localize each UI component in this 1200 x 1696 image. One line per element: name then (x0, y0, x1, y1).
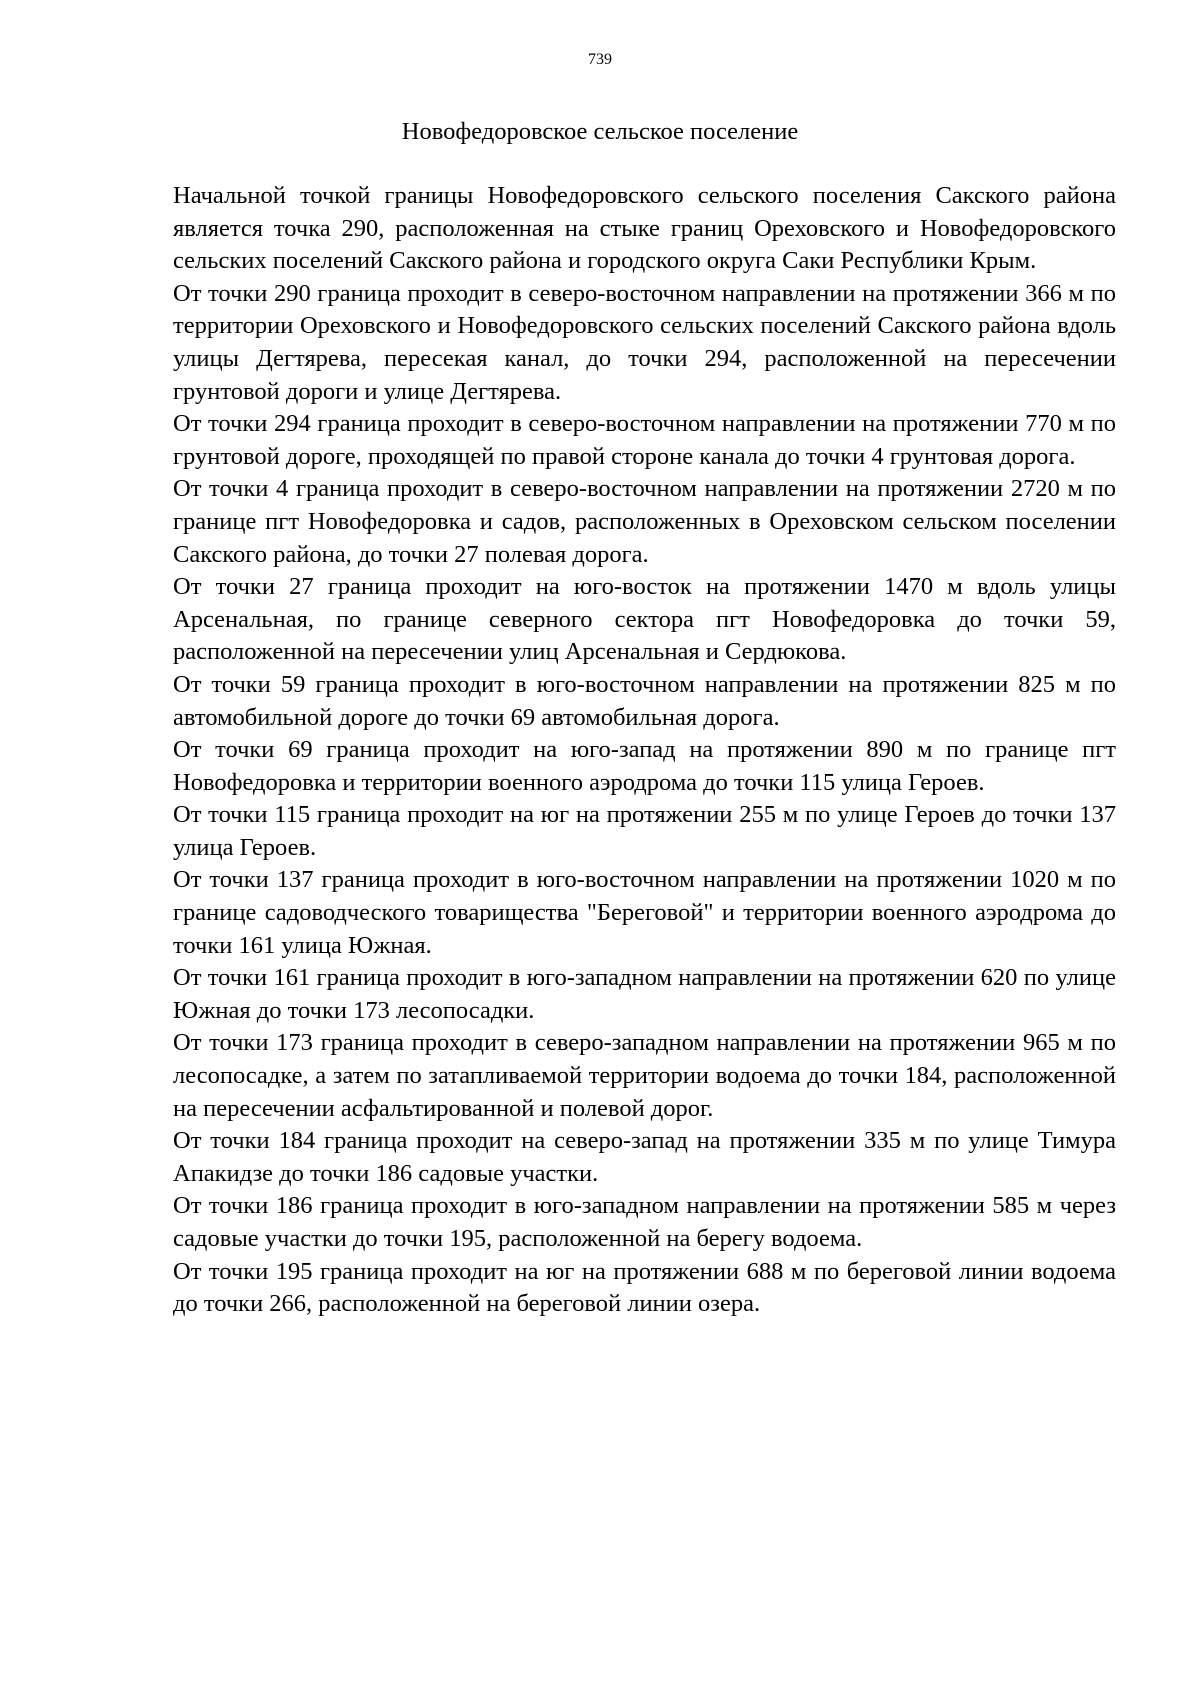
paragraph: От точки 173 граница проходит в северо-западном направлении на протяжении 965 м по лесопосадке, а затем по затапливаемой территории водоема до точки 184, расположенной на пересечении асфальтированной и полевой дорог. (173, 1029, 1116, 1122)
paragraph: От точки 195 граница проходит на юг на протяжении 688 м по береговой линии водоема до точки 266, расположенной на береговой линии озера. (173, 1257, 1116, 1318)
paragraph: От точки 186 граница проходит в юго-западном направлении на протяжении 585 м через садовые участки до точки 195, расположенной на берегу водоема. (173, 1192, 1116, 1252)
paragraph: От точки 69 граница проходит на юго-запад на протяжении 890 м по границе пгт Новофедоровка и территории военного аэродрома до точки 115 улица Героев. (173, 736, 1116, 796)
section-heading: Новофедоровское сельское поселение (401, 118, 799, 145)
paragraph: От точки 59 граница проходит в юго-восточном направлении на протяжении 825 м по автомобильной дороге до точки 69 автомобильная дорога. (173, 670, 1116, 731)
paragraph: От точки 184 граница проходит на северо-запад на протяжении 335 м по улице Тимура Апакидзе до точки 186 садовые участки. (173, 1127, 1116, 1187)
paragraph: От точки 294 граница проходит в северо-восточном направлении на протяжении 770 м по грунтовой дороге, проходящей по правой стороне канала до точки 4 грунтовая дорога. (173, 410, 1116, 470)
paragraph: От точки 161 граница проходит в юго-западном направлении на протяжении 620 по улице Южная до точки 173 лесопосадки. (173, 964, 1116, 1024)
paragraph: От точки 27 граница проходит на юго-восток на протяжении 1470 м вдоль улицы Арсенальная, по границе северного сектора пгт Новофедоровка до точки 59, расположенной на пересечении улиц Арсенальная и Сердюкова. (173, 573, 1116, 666)
page-number: 739 (588, 51, 612, 68)
body-text (173, 180, 1116, 1321)
paragraph: От точки 137 граница проходит в юго-восточном направлении на протяжении 1020 м по границе садоводческого товарищества "Береговой" и территории военного аэродрома до точки 161 улица Южная. (173, 866, 1116, 959)
paragraph: От точки 290 граница проходит в северо-восточном направлении на протяжении 366 м по территории Ореховского и Новофедоровского сельских поселений Сакского района вдоль улицы Дегтярева, пересекая канал, до точки 294, расположенной на пересечении грунтовой дороги и улице Дегтярева. (173, 279, 1116, 405)
paragraph: Начальной точкой границы Новофедоровского сельского поселения Сакского района является точка 290, расположенная на стыке границ Ореховского и Новофедоровского сельских поселений Сакского района и городского округа Саки Республики Крым. (173, 182, 1116, 275)
paragraph: От точки 4 граница проходит в северо-восточном направлении на протяжении 2720 м по границе пгт Новофедоровка и садов, расположенных в Ореховском сельском поселении Сакского района, до точки 27 полевая дорога. (173, 475, 1116, 568)
paragraph: От точки 115 граница проходит на юг на протяжении 255 м по улице Героев до точки 137 улица Героев. (173, 801, 1116, 861)
